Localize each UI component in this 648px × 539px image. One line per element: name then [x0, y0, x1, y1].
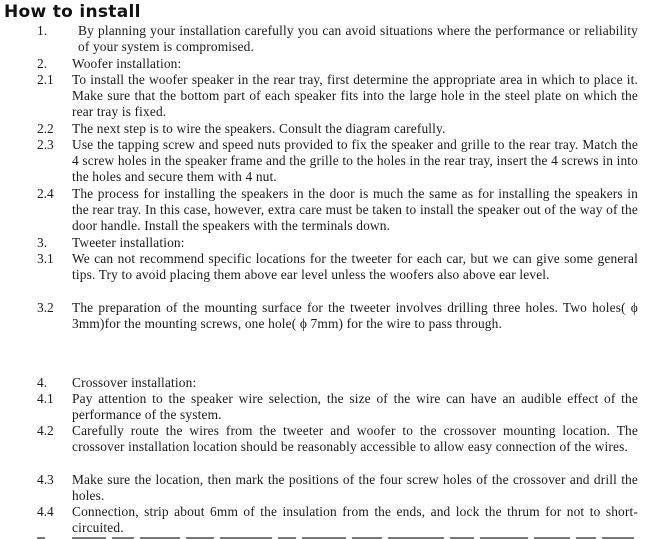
item-text: The process for installing the speakers in the door is much the same as for installing the speakers in the rear tray. In this case, however, extra care must be taken to install the speaker out of the way of the door handle. Install the speakers with the terminals down. — [72, 186, 638, 234]
item-text: To install the woofer speaker in the rear tray, first determine the appropriate area in which to place it. Make sure that the bottom part of each speaker fits into the large hole in the steel plate on which the rear tray is fixed. — [72, 72, 638, 120]
item-number: 2.4 — [37, 186, 54, 201]
item-number: 3.2 — [37, 300, 54, 315]
item-number: 1. — [37, 23, 48, 38]
item-number: 2.3 — [37, 137, 54, 152]
item-text: The next step is to wire the speakers. Consult the diagram carefully. — [72, 121, 446, 136]
item-number: 4. — [37, 375, 48, 390]
item-text: Crossover installation: — [72, 375, 197, 390]
item-text: Carefully route the wires from the tweeter and woofer to the crossover mounting location. The crossover installation location should be reasonably accessible to allow easy connection of the wires. — [72, 423, 638, 455]
item-text: Woofer installation: — [72, 56, 182, 71]
item-number: 4.4 — [37, 504, 54, 519]
item-number: 3. — [37, 235, 48, 250]
item-text: Make sure the location, then mark the positions of the four screw holes of the crossover and drill the holes. — [72, 472, 638, 504]
item-number: 2.2 — [37, 121, 54, 136]
item-text: Pay attention to the speaker wire selection, the size of the wire can have an audible effect of the performance of the system. — [72, 391, 638, 423]
item-text: By planning your installation carefully you can avoid situations where the performance or reliability of your system is compromised. — [78, 23, 638, 55]
item-number: 4.1 — [37, 391, 54, 406]
item-number: 4.2 — [37, 423, 54, 438]
item-text: The preparation of the mounting surface for the tweeter involves drilling three holes. Two holes( ϕ 3mm)for the mounting screws, one hole( ϕ 7mm) for the wire to pass through. — [72, 300, 638, 332]
item-text: Use the tapping screw and speed nuts provided to fix the speaker and grille to the rear tray. Match the 4 screw holes in the speaker frame and the grille to the holes in the rear tray, insert the 4 screws in into the holes and secure them with 4 nut. — [72, 137, 638, 185]
item-text: Connection, strip about 6mm of the insulation from the ends, and lock the thrum for not to short-circuited. — [72, 504, 638, 536]
item-text: Tweeter installation: — [72, 235, 185, 250]
item-number: 2. — [37, 56, 48, 71]
cropped-next-line — [0, 534, 648, 539]
item-number: 3.1 — [37, 251, 54, 266]
item-number: 4.3 — [37, 472, 54, 487]
item-number: 2.1 — [37, 72, 54, 87]
item-text: We can not recommend specific locations for the tweeter for each car, but we can give some general tips. Try to avoid placing them above ear level unless the woofers also above ear level. — [72, 251, 638, 283]
page-title: How to install — [4, 2, 141, 22]
